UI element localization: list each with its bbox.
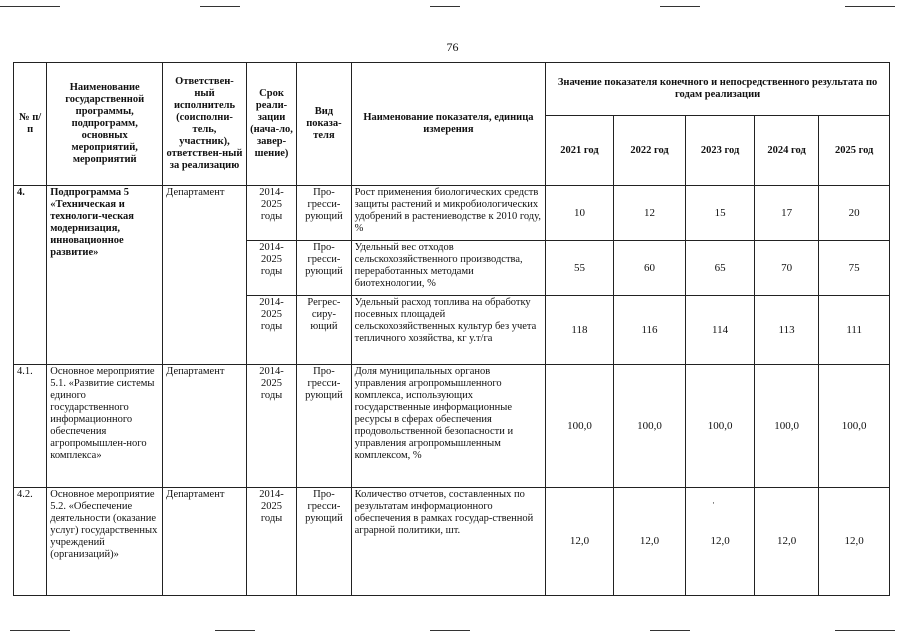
row-value: 70 xyxy=(754,241,819,296)
row-kind: Про-гресси-рующий xyxy=(297,186,351,241)
row-indicator: Удельный вес отходов сельскохозяйственного производства, переработанных методами биотехнологии, % xyxy=(351,241,546,296)
row-indicator: Рост применения биологических средств защиты растений и микробиологических удобрений в растениеводстве к 2010 году, % xyxy=(351,186,546,241)
scan-edge-line xyxy=(660,6,700,7)
header-kind: Вид показа-теля xyxy=(297,63,351,186)
row-name: Основное мероприятие 5.2. «Обеспечение деятельности (оказание услуг) государственных учреждений (организаций)» xyxy=(47,487,163,595)
row-value: 118 xyxy=(546,296,614,365)
header-year: 2024 год xyxy=(754,116,819,186)
scan-edge-line xyxy=(10,630,70,631)
row-responsible: Департамент xyxy=(163,186,247,365)
row-value: 12,0 xyxy=(754,487,819,595)
row-value: 12,0 xyxy=(686,487,755,595)
row-value: 55 xyxy=(546,241,614,296)
row-value: 12,0 xyxy=(819,487,890,595)
row-responsible: Департамент xyxy=(163,365,247,487)
scan-edge-line xyxy=(430,6,460,7)
table-row xyxy=(14,365,890,487)
row-number: 4.1. xyxy=(14,365,47,487)
row-value: 75 xyxy=(819,241,890,296)
row-term: 2014-2025 годы xyxy=(246,296,296,365)
scan-edge-line xyxy=(0,6,60,7)
row-value: 100,0 xyxy=(613,365,686,487)
row-value: 12,0 xyxy=(546,487,614,595)
row-term: 2014-2025 годы xyxy=(246,487,296,595)
header-year: 2023 год xyxy=(686,116,755,186)
row-value: 113 xyxy=(754,296,819,365)
header-year: 2025 год xyxy=(819,116,890,186)
row-name: Основное мероприятие 5.1. «Развитие системы единого государственного информационного обеспечения агропромышлен-ного комплекса» xyxy=(47,365,163,487)
row-value: 60 xyxy=(613,241,686,296)
row-kind: Про-гресси-рующий xyxy=(297,241,351,296)
row-kind: Про-гресси-рующий xyxy=(297,365,351,487)
scan-edge-line xyxy=(835,630,895,631)
row-indicator: Удельный расход топлива на обработку посевных площадей сельскохозяйственных культур без учета тепличного хозяйства, кг у.т/га xyxy=(351,296,546,365)
row-value: 17 xyxy=(754,186,819,241)
row-kind: Про-гресси-рующий xyxy=(297,487,351,595)
row-number: 4. xyxy=(14,186,47,365)
row-responsible: Департамент xyxy=(163,487,247,595)
table-row xyxy=(14,186,890,241)
scan-edge-line xyxy=(430,630,470,631)
header-year: 2022 год xyxy=(613,116,686,186)
header-responsible: Ответствен-ный исполнитель (соисполни-тель, участник), ответствен-ный за реализацию xyxy=(163,63,247,186)
scan-edge-line xyxy=(845,6,895,7)
header-values-group: Значение показателя конечного и непосредственного результата по годам реализации xyxy=(546,63,890,116)
row-kind: Регрес-сиру-ющий xyxy=(297,296,351,365)
scan-edge-line xyxy=(215,630,255,631)
row-value: 114 xyxy=(686,296,755,365)
indicator-table xyxy=(13,62,890,596)
row-value: 20 xyxy=(819,186,890,241)
row-value: 100,0 xyxy=(819,365,890,487)
row-value: 12,0 xyxy=(613,487,686,595)
row-name: Подпрограмма 5 «Техническая и технологи-ческая модернизация, инновационное развитие» xyxy=(47,186,163,365)
row-value: 10 xyxy=(546,186,614,241)
row-term: 2014-2025 годы xyxy=(246,186,296,241)
row-term: 2014-2025 годы xyxy=(246,241,296,296)
row-number: 4.2. xyxy=(14,487,47,595)
scan-edge-line xyxy=(650,630,690,631)
header-term: Срок реали-зации (нача-ло, завер-шение) xyxy=(246,63,296,186)
row-value: 100,0 xyxy=(686,365,755,487)
table-row xyxy=(14,487,890,595)
row-value: 65 xyxy=(686,241,755,296)
row-value: 100,0 xyxy=(546,365,614,487)
stray-mark: · xyxy=(712,498,715,508)
header-indicator: Наименование показателя, единица измерения xyxy=(351,63,546,186)
row-indicator: Доля муниципальных органов управления агропромышленного комплекса, использующих государственные информационные ресурсы в сферах обеспечения продовольственной безопасности и управления агропромышленным комплексом, % xyxy=(351,365,546,487)
header-num: № п/п xyxy=(14,63,47,186)
row-term: 2014-2025 годы xyxy=(246,365,296,487)
page-number: 76 xyxy=(446,40,459,54)
scan-edge-line xyxy=(200,6,240,7)
row-value: 15 xyxy=(686,186,755,241)
header-name: Наименование государственной программы, подпрограмм, основных мероприятий, мероприятий xyxy=(47,63,163,186)
row-value: 12 xyxy=(613,186,686,241)
row-value: 116 xyxy=(613,296,686,365)
row-value: 111 xyxy=(819,296,890,365)
row-value: 100,0 xyxy=(754,365,819,487)
row-indicator: Количество отчетов, составленных по результатам информационного обеспечения в рамках государ-ственной аграрной политики, шт. xyxy=(351,487,546,595)
header-year: 2021 год xyxy=(546,116,614,186)
